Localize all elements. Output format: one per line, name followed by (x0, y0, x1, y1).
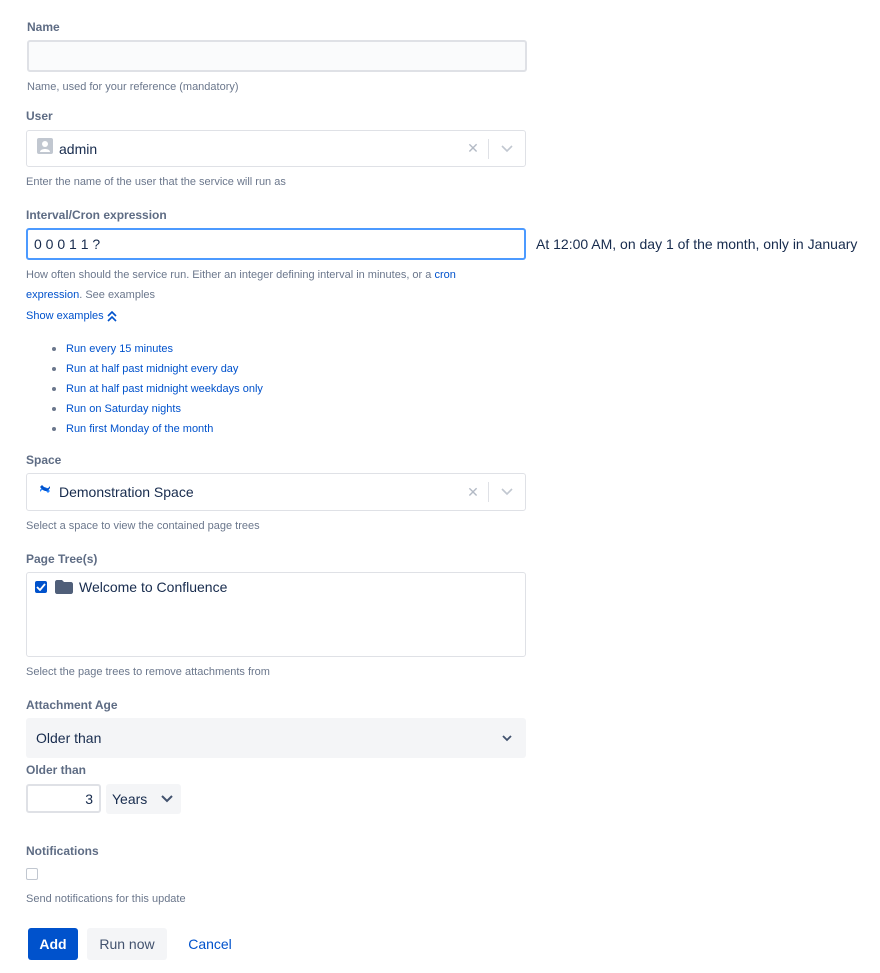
example-item[interactable] (26, 399, 263, 419)
example-item[interactable] (26, 339, 263, 359)
name-help: Name, used for your reference (mandatory) (27, 81, 239, 93)
page-tree-checkbox[interactable] (35, 581, 47, 593)
space-help: Select a space to view the contained page trees (26, 520, 260, 532)
space-label: Space (26, 453, 62, 467)
user-avatar-icon (37, 138, 53, 154)
older-than-unit-value: Years (112, 791, 148, 807)
cron-link[interactable]: cron (434, 269, 456, 281)
clear-icon[interactable]: ✕ (467, 483, 479, 500)
confluence-space-icon (39, 483, 51, 495)
interval-help (26, 265, 506, 305)
page-trees-label: Page Tree(s) (26, 552, 98, 566)
show-examples-label[interactable]: Show examples (26, 310, 104, 322)
chevron-down-icon[interactable] (489, 145, 525, 153)
page-tree-item-label: Welcome to Confluence (79, 579, 228, 595)
interval-help-suffix: . See examples (79, 289, 156, 301)
older-than-unit-select[interactable] (106, 784, 181, 814)
interval-help-text: How often should the service run. Either an integer defining interval in minutes, or a (26, 269, 432, 281)
interval-label: Interval/Cron expression (26, 208, 167, 222)
notifications-help: Send notifications for this update (26, 893, 186, 905)
chevron-down-icon[interactable] (502, 735, 512, 742)
run-now-button[interactable]: Run now (87, 928, 167, 960)
example-item[interactable] (26, 419, 263, 439)
clear-icon[interactable]: ✕ (467, 140, 479, 156)
cancel-button[interactable]: Cancel (188, 936, 232, 952)
cron-description: At 12:00 AM, on day 1 of the month, only in January (536, 236, 858, 252)
expression-link[interactable]: expression (26, 289, 80, 301)
attachment-age-value: Older than (36, 730, 102, 746)
user-select[interactable] (26, 130, 526, 167)
chevron-double-up-icon[interactable] (107, 311, 117, 322)
attachment-age-label: Attachment Age (26, 698, 118, 712)
add-button[interactable]: Add (28, 928, 78, 960)
interval-input[interactable] (26, 228, 526, 260)
notifications-label: Notifications (26, 844, 99, 858)
space-value: Demonstration Space (59, 484, 194, 500)
attachment-age-select[interactable] (26, 718, 526, 758)
page-tree-box (26, 572, 526, 657)
example-link[interactable]: Run every 15 minutes (66, 343, 173, 355)
space-select[interactable] (26, 473, 526, 511)
page-tree-item[interactable] (35, 579, 227, 595)
examples-list (26, 339, 263, 439)
older-than-label: Older than (26, 763, 87, 777)
example-item[interactable] (26, 379, 263, 399)
example-link[interactable]: Run on Saturday nights (66, 403, 181, 415)
example-link[interactable]: Run at half past midnight weekdays only (66, 383, 263, 395)
chevron-down-icon[interactable] (161, 795, 173, 803)
show-examples-toggle[interactable] (26, 310, 117, 322)
name-label: Name (27, 20, 60, 34)
example-item[interactable] (26, 359, 263, 379)
name-input[interactable] (27, 40, 527, 72)
example-link[interactable]: Run first Monday of the month (66, 423, 214, 435)
chevron-down-icon[interactable] (489, 488, 525, 496)
page-trees-help: Select the page trees to remove attachments from (26, 666, 270, 678)
user-value: admin (59, 140, 98, 157)
user-label: User (26, 109, 53, 123)
older-than-amount-input[interactable] (26, 784, 101, 813)
folder-icon (55, 580, 73, 594)
notifications-checkbox[interactable] (26, 868, 38, 880)
example-link[interactable]: Run at half past midnight every day (66, 363, 239, 375)
user-help: Enter the name of the user that the service will run as (26, 176, 286, 188)
